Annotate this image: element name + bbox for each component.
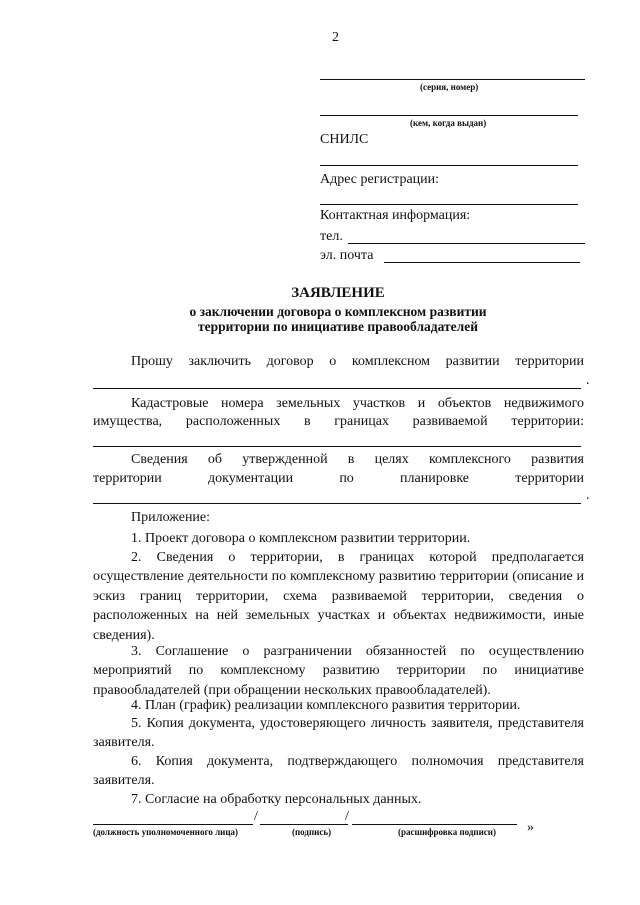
snils-line[interactable]: [320, 165, 578, 166]
attachments-label: Приложение:: [131, 510, 211, 525]
snils-label: СНИЛС: [320, 132, 369, 147]
series-caption: (серия, номер): [420, 82, 479, 92]
issued-caption: (кем, когда выдан): [410, 118, 487, 128]
passport-series-line[interactable]: [320, 79, 585, 80]
document-title: ЗАЯВЛЕНИЕ: [291, 285, 385, 301]
attachment-item-5: 5. Копия документа, удостоверяющего личность заявителя, представителя заявителя.: [93, 716, 584, 751]
cadastral-text-line2: имущества, расположенных в границах развиваемой территории:: [93, 414, 584, 429]
document-subtitle-line1: о заключении договора о комплексном развитии: [189, 304, 487, 319]
signature-caption: (подпись): [292, 827, 332, 837]
decoding-line[interactable]: [352, 824, 517, 825]
attachment-item-1: 1. Проект договора о комплексном развитии территории.: [131, 531, 471, 546]
signature-separator-1: /: [254, 809, 258, 824]
territory-period: .: [586, 373, 590, 388]
email-line[interactable]: [384, 262, 580, 263]
page-number: 2: [332, 30, 339, 45]
closing-quote: »: [527, 820, 534, 835]
attachment-item-4: 4. План (график) реализации комплексного развития территории.: [131, 698, 521, 713]
planning-period: .: [586, 488, 590, 503]
contact-label: Контактная информация:: [320, 208, 471, 223]
phone-line[interactable]: [348, 243, 585, 244]
attachment-item-2: 2. Сведения о территории, в границах которой предполагается осуществление деятельности по комплексному развитию территории (описание и эскиз границ территории, схема развиваемой территории, сведения о расположенных на ней земельных участках и объектах недвижимости, иные сведения).: [93, 550, 584, 643]
attachment-item-7: 7. Согласие на обработку персональных данных.: [131, 792, 422, 807]
decoding-caption: (расшифровка подписи): [398, 827, 496, 837]
signature-separator-2: /: [345, 809, 349, 824]
planning-text-line2: территории документации по планировке территории: [93, 471, 584, 486]
request-text: Прошу заключить договор о комплексном развитии территории: [131, 354, 584, 369]
planning-line[interactable]: [93, 503, 581, 504]
document-subtitle-line2: территории по инициативе правообладателей: [198, 319, 478, 334]
cadastral-text-line1: Кадастровые номера земельных участков и объектов недвижимого: [131, 396, 584, 411]
email-label: эл. почта: [320, 248, 374, 263]
attachment-item-6: 6. Копия документа, подтверждающего полномочия представителя заявителя.: [93, 754, 584, 789]
address-label: Адрес регистрации:: [320, 172, 440, 187]
signature-line[interactable]: [260, 824, 348, 825]
attachment-item-3: 3. Соглашение о разграничении обязанностей по осуществлению мероприятий по комплексному развитию территории по инициативе правообладателей (при обращении нескольких правообладателей).: [93, 644, 584, 698]
issued-by-line[interactable]: [320, 115, 578, 116]
planning-text-line1: Сведения об утвержденной в целях комплексного развития: [131, 452, 584, 467]
cadastral-line[interactable]: [93, 446, 581, 447]
position-line[interactable]: [93, 824, 253, 825]
phone-label: тел.: [320, 229, 343, 244]
position-caption: (должность уполномоченного лица): [93, 827, 238, 837]
territory-line[interactable]: [93, 388, 581, 389]
address-line[interactable]: [320, 204, 578, 205]
